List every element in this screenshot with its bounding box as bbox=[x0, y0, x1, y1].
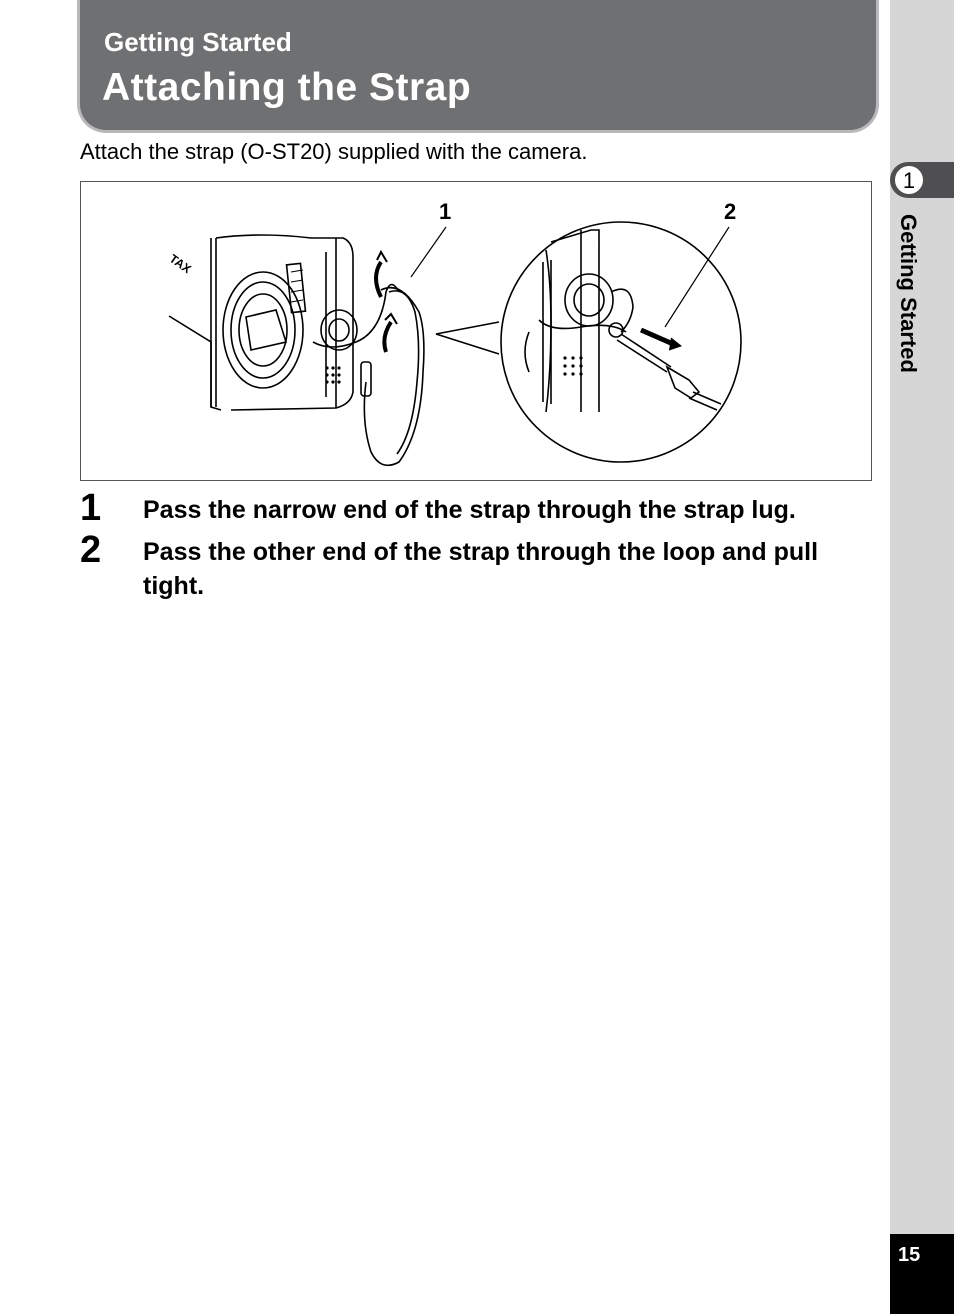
camera-strap-drawing bbox=[81, 182, 873, 482]
chapter-side-label: Getting Started bbox=[896, 214, 921, 373]
camera-brand-text: TAX bbox=[166, 251, 194, 277]
step-2-text: Pass the other end of the strap through the loop and pull tight. bbox=[143, 538, 819, 600]
step-1-number: 1 bbox=[80, 487, 102, 529]
strap-illustration bbox=[80, 181, 872, 481]
header-banner bbox=[80, 0, 876, 130]
step-1-text: Pass the narrow end of the strap through the strap lug. bbox=[143, 496, 796, 524]
step-2-number: 2 bbox=[80, 529, 102, 571]
intro-text: Attach the strap (O-ST20) supplied with the camera. bbox=[80, 139, 588, 164]
page-title: Attaching the Strap bbox=[102, 66, 472, 109]
chapter-number: 1 bbox=[894, 165, 924, 195]
callout-2: 2 bbox=[724, 199, 737, 224]
callout-1: 1 bbox=[439, 199, 452, 224]
page-number: 15 bbox=[898, 1244, 921, 1266]
section-label: Getting Started bbox=[104, 27, 292, 57]
